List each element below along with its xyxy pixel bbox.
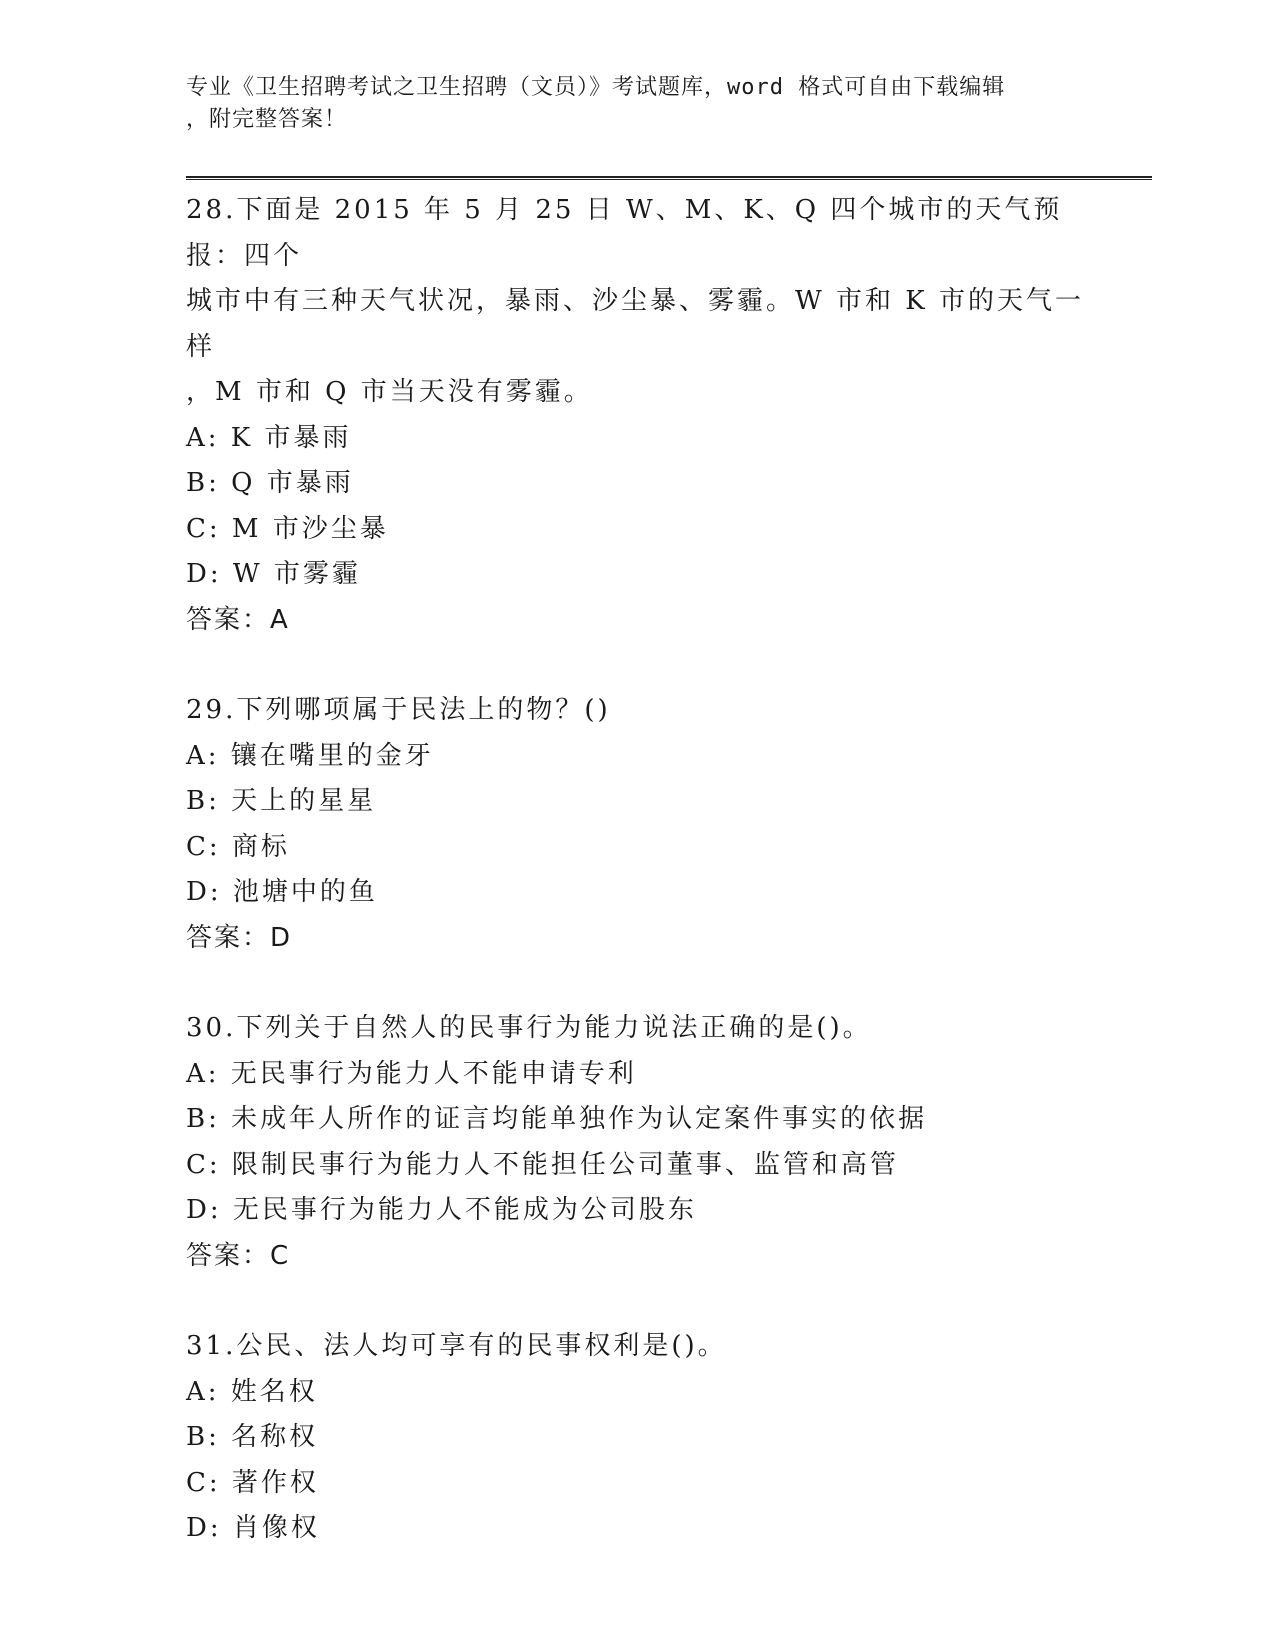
header-line-1: 专业《卫生招聘考试之卫生招聘（文员）》考试题库，word 格式可自由下载编辑 <box>186 75 1006 100</box>
question-30 <box>186 1006 1086 1279</box>
option-d: D: 肖像权 <box>186 1513 320 1543</box>
option-a: A: 镶在嘴里的金牙 <box>186 740 434 771</box>
option-a: A: 姓名权 <box>186 1376 318 1407</box>
option-c: C: M 市沙尘暴 <box>186 513 389 544</box>
option-b: B: 天上的星星 <box>186 786 377 816</box>
header-line-2: ，附完整答案！ <box>186 107 348 132</box>
option-d: D: 无民事行为能力人不能成为公司股东 <box>186 1195 697 1225</box>
answer: 答案：A <box>186 604 290 635</box>
option-c: C: 限制民事行为能力人不能担任公司董事、监管和高管 <box>186 1149 899 1180</box>
question-text: 28.下面是 2015 年 5 月 25 日 W、M、K、Q 四个城市的天气预报：四个 <box>186 195 1063 271</box>
question-text: ，M 市和 Q 市当天没有雾霾。 <box>186 377 593 407</box>
question-text: 30.下列关于自然人的民事行为能力说法正确的是()。 <box>186 1013 872 1043</box>
question-text: 31.公民、法人均可享有的民事权利是()。 <box>186 1331 727 1361</box>
option-c: C: 商标 <box>186 831 290 862</box>
header-divider <box>186 176 1152 180</box>
option-a: A: K 市暴雨 <box>186 422 352 453</box>
option-c: C: 著作权 <box>186 1467 319 1498</box>
question-text: 城市中有三种天气状况，暴雨、沙尘暴、雾霾。W 市和 K 市的天气一样 <box>186 286 1084 362</box>
answer: 答案：C <box>186 1240 291 1271</box>
question-29 <box>186 688 1086 961</box>
option-a: A: 无民事行为能力人不能申请专利 <box>186 1058 637 1089</box>
option-b: B: 名称权 <box>186 1422 319 1452</box>
question-text: 29.下列哪项属于民法上的物？() <box>186 695 611 725</box>
question-31 <box>186 1324 1086 1552</box>
answer: 答案：D <box>186 922 293 953</box>
option-b: B: 未成年人所作的证言均能单独作为认定案件事实的依据 <box>186 1104 928 1134</box>
question-28 <box>186 188 1086 643</box>
document-header <box>186 72 1066 136</box>
option-d: D: W 市雾霾 <box>186 559 361 589</box>
option-b: B: Q 市暴雨 <box>186 468 354 498</box>
option-d: D: 池塘中的鱼 <box>186 877 378 907</box>
question-list <box>186 188 1086 1597</box>
